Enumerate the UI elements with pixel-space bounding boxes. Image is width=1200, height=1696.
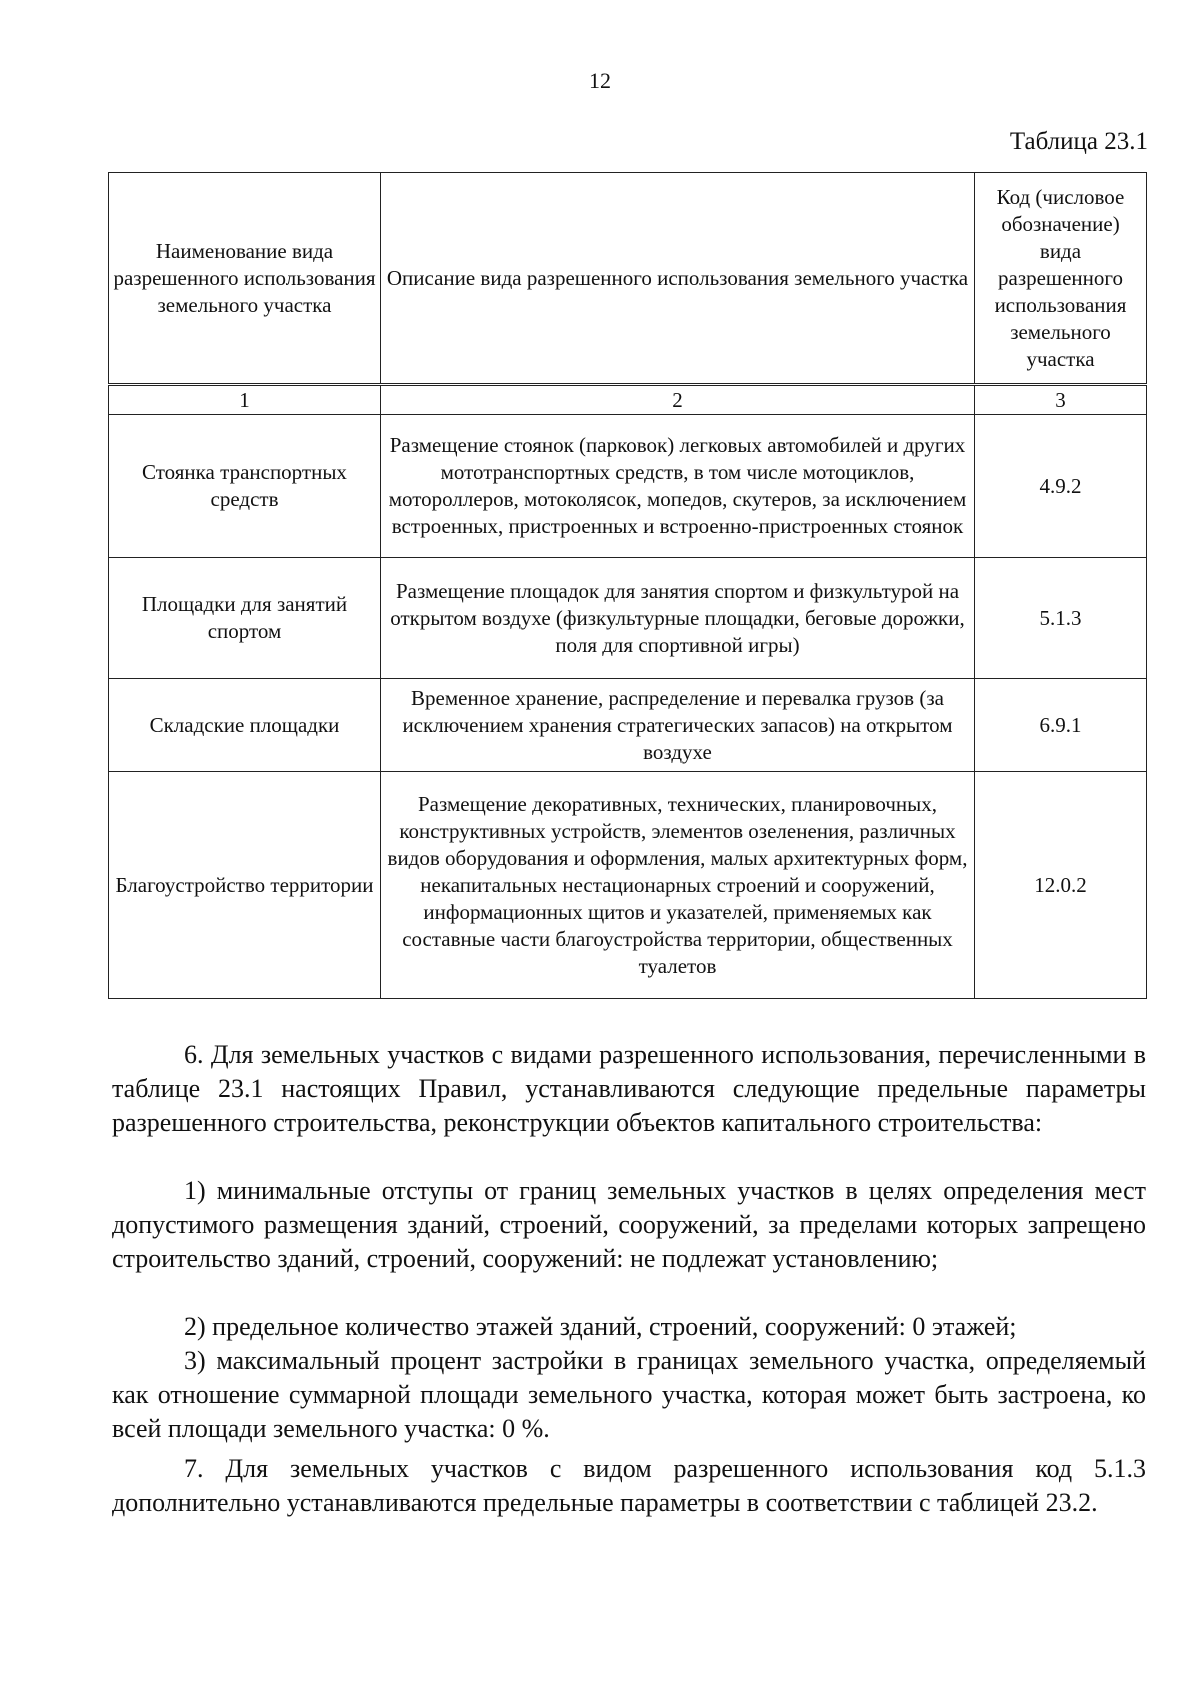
list-item-2: 2) предельное количество этажей зданий, строений, сооружений: 0 этажей; <box>184 1312 1017 1341</box>
table-header-row <box>109 173 1147 385</box>
cell-name: Благоустройство территории <box>109 772 381 999</box>
column-number: 1 <box>109 385 381 415</box>
paragraph-6: 6. Для земельных участков с видами разрешенного использования, перечисленными в таблице 23.1 настоящих Правил, устанавливаются следующие предельные параметры разрешенного строительства, реконструкции объектов капитального строительства: <box>112 1040 1146 1137</box>
cell-code: 5.1.3 <box>975 558 1147 679</box>
cell-description: Временное хранение, распределение и перевалка грузов (за исключением хранения стратегических запасов) на открытом воздухе <box>381 679 975 772</box>
cell-code: 12.0.2 <box>975 772 1147 999</box>
paragraph-7: 7. Для земельных участков с видом разрешенного использования код 5.1.3 дополнительно устанавливаются предельные параметры в соответствии с таблицей 23.2. <box>112 1454 1146 1517</box>
column-number: 3 <box>975 385 1147 415</box>
table-label: Таблица 23.1 <box>1009 128 1148 155</box>
table-row <box>109 558 1147 679</box>
table-row <box>109 415 1147 558</box>
header-code: Код (числовое обозначение) вида разрешенного использования земельного участка <box>975 173 1147 385</box>
land-use-table <box>108 172 1147 999</box>
cell-description: Размещение площадок для занятия спортом и физкультурой на открытом воздухе (физкультурные площадки, беговые дорожки, поля для спортивной игры) <box>381 558 975 679</box>
header-description: Описание вида разрешенного использования земельного участка <box>381 173 975 385</box>
table-row <box>109 772 1147 999</box>
table-row <box>109 679 1147 772</box>
cell-description: Размещение стоянок (парковок) легковых автомобилей и других мототранспортных средств, в том числе мотоциклов, мотороллеров, мотоколясок, мопедов, скутеров, за исключением встроенных, пристроенных и встроенно-пристроенных стоянок <box>381 415 975 558</box>
cell-code: 6.9.1 <box>975 679 1147 772</box>
cell-name: Площадки для занятий спортом <box>109 558 381 679</box>
list-item-1: 1) минимальные отступы от границ земельных участков в целях определения мест допустимого размещения зданий, строений, сооружений, за пределами которых запрещено строительство зданий, строений, сооружений: не подлежат установлению; <box>112 1176 1146 1273</box>
column-number-row <box>109 385 1147 415</box>
page-number: 12 <box>589 68 611 93</box>
cell-name: Складские площадки <box>109 679 381 772</box>
cell-description: Размещение декоративных, технических, планировочных, конструктивных устройств, элементов озеленения, различных видов оборудования и оформления, малых архитектурных форм, некапитальных нестационарных строений и сооружений, информационных щитов и указателей, применяемых как составные части благоустройства территории, общественных туалетов <box>381 772 975 999</box>
cell-name: Стоянка транспортных средств <box>109 415 381 558</box>
column-number: 2 <box>381 385 975 415</box>
cell-code: 4.9.2 <box>975 415 1147 558</box>
list-item-3: 3) максимальный процент застройки в границах земельного участка, определяемый как отношение суммарной площади земельного участка, которая может быть застроена, ко всей площади земельного участка: 0 %. <box>112 1346 1146 1443</box>
header-name: Наименование вида разрешенного использования земельного участка <box>109 173 381 385</box>
